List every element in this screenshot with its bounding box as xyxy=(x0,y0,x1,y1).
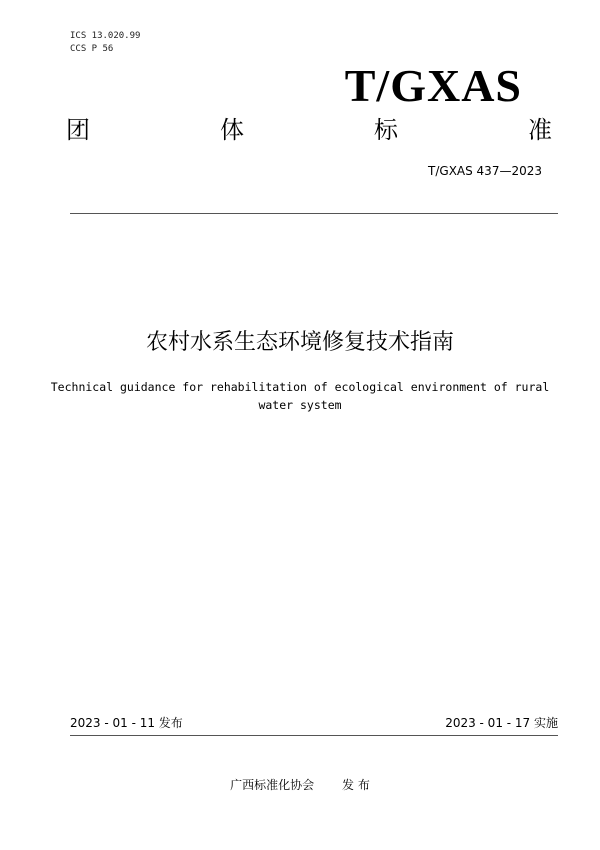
title-english: Technical guidance for rehabilitation of ecological environment of rural water system xyxy=(50,380,550,412)
standard-type xyxy=(66,114,552,146)
standard-number: T/GXAS 437—2023 xyxy=(428,164,542,178)
ics-code: ICS 13.020.99 xyxy=(70,31,141,41)
ccs-code: CCS P 56 xyxy=(70,44,114,54)
publisher xyxy=(0,777,600,793)
standard-type-char: 标 xyxy=(374,116,398,144)
implementation-date: 2023 - 01 - 17 实施 xyxy=(445,716,558,730)
footer-divider xyxy=(70,735,558,736)
publisher-action: 发 布 xyxy=(342,778,370,792)
classification-codes xyxy=(70,30,140,56)
standard-type-char: 团 xyxy=(66,116,90,144)
header-divider xyxy=(70,213,558,214)
standard-logo: T/GXAS xyxy=(344,60,522,111)
standard-type-char: 准 xyxy=(528,116,552,144)
publisher-name: 广西标准化协会 xyxy=(230,778,315,792)
standard-type-char: 体 xyxy=(220,116,244,144)
title-chinese: 农村水系生态环境修复技术指南 xyxy=(145,330,454,355)
release-date: 2023 - 01 - 11 发布 xyxy=(70,716,183,730)
